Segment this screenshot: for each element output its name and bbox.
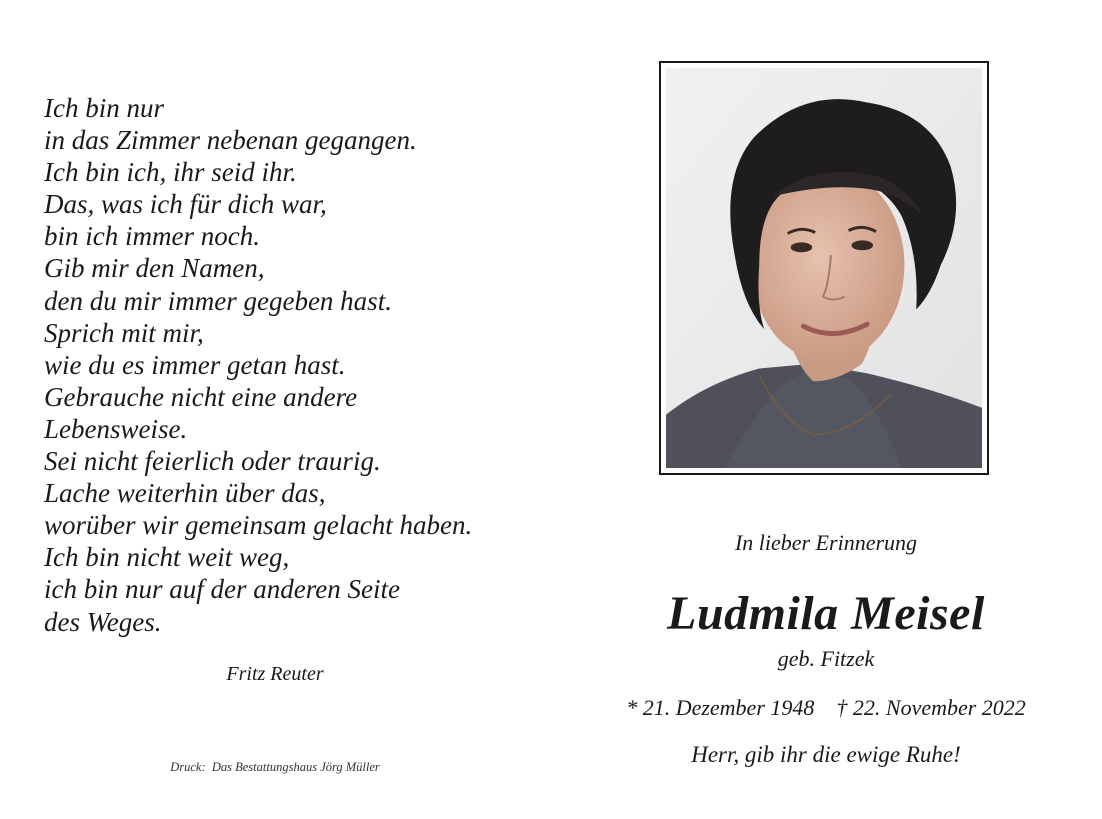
poem-line: in das Zimmer nebenan gegangen. [44,125,417,156]
poem-line: Ich bin nicht weit weg, [44,542,290,573]
poem-line: ich bin nur auf der anderen Seite [44,574,400,605]
poem-line: Gib mir den Namen, [44,253,265,284]
poem-line: des Weges. [44,606,162,637]
poem [44,92,564,638]
blessing: Herr, gib ihr die ewige Ruhe! [691,742,961,767]
life-dates [590,695,1062,721]
poem-line: Sprich mit mir, [44,317,204,348]
poem-line: Sei nicht feierlich oder traurig. [44,446,381,477]
poem-line: worüber wir gemeinsam gelacht haben. [44,510,473,541]
portrait-frame [659,61,989,475]
maiden-name: geb. Fitzek [777,646,875,671]
poem-line: Gebrauche nicht eine andere [44,381,358,412]
memorial-caption: In lieber Erinnerung [734,530,918,555]
poem-line: Lache weiterhin über das, [44,478,326,509]
deceased-name: Ludmila Meisel [667,587,985,640]
death-date: † 22. November 2022 [836,695,1026,720]
poem-line: wie du es immer getan hast. [44,349,346,380]
poem-line: den du mir immer gegeben hast. [44,285,392,316]
poem-line: bin ich immer noch. [44,221,260,252]
poem-line: Das, was ich für dich war, [44,189,327,220]
poem-line: Lebensweise. [44,413,188,444]
poem-line: Ich bin nur [44,93,164,123]
poem-line: Ich bin ich, ihr seid ihr. [44,157,297,188]
birth-date: * 21. Dezember 1948 [626,695,815,720]
portrait-photo [666,68,982,468]
poem-author: Fritz Reuter [226,663,324,685]
printer-credit: Druck: Das Bestattungshaus Jörg Müller [170,760,380,774]
